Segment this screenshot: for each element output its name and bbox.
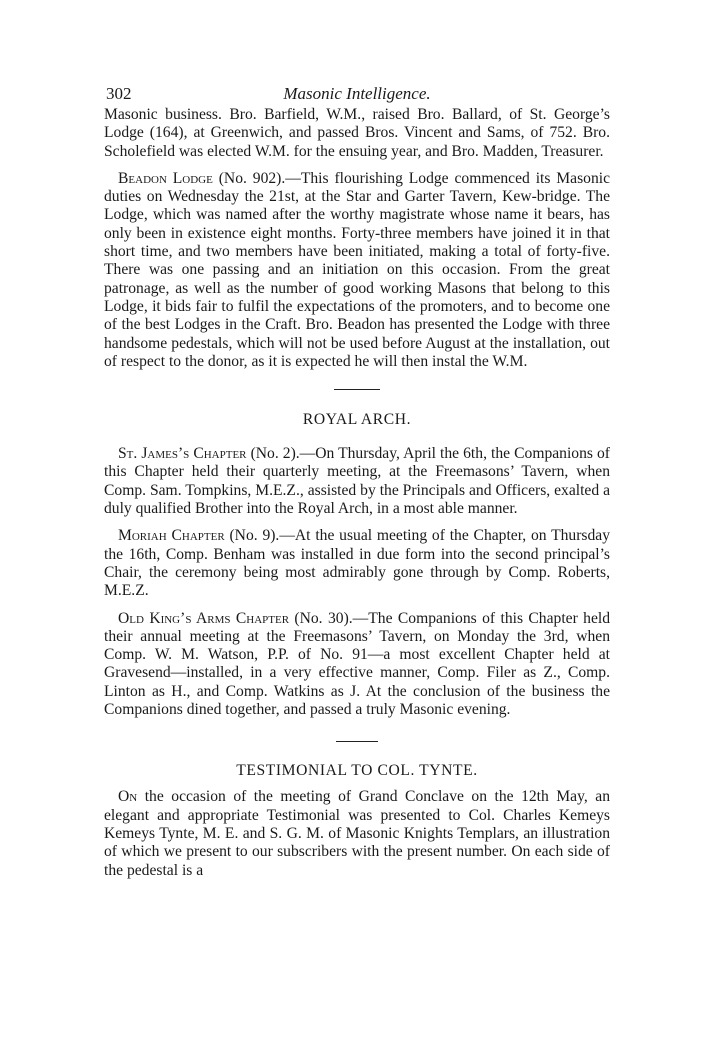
st-james-chapter-lead: St. James’s Chapter	[118, 445, 247, 463]
testimonial-lead: On	[118, 788, 138, 806]
beadon-lodge-lead: Beadon Lodge	[118, 169, 213, 187]
beadon-lodge-text: (No. 902).—This flourishing Lodge commenced its Masonic duties on Wednesday the 21st, at the Star and Garter Tavern, Kew-bridge. The Lodge, which was named after the worthy magistrate whose name it bears, has only been in existence eight months. Forty-three members have joined it in that short time, and two members have been initiated, making a total of forty-five. There was one passing and an initiation on this occasion. From the great patronage, as well as the number of good working Masons that belong to this Lodge, it bids fair to fulfil the expectations of the promoters, and to become one of the best Lodges in the Craft. Bro. Beadon has presented the Lodge with three handsome pedestals, which will not be used before August at the installation, out of respect to the donor, as it is expected he will then instal the W.M.	[104, 169, 611, 370]
royal-arch-heading: ROYAL ARCH.	[302, 411, 412, 429]
moriah-chapter-paragraph	[104, 527, 610, 600]
testimonial-paragraph	[104, 788, 610, 879]
intro-paragraph: Masonic business. Bro. Barfield, W.M., raised Bro. Ballard, of St. George’s Lodge (164), at Greenwich, and passed Bros. Vincent and Sams, of 752. Bro. Scholefield was elected W.M. for the ensuing year, and Bro. Madden, Treasurer.	[104, 106, 610, 160]
old-kings-arms-chapter-paragraph	[104, 610, 610, 720]
section-divider	[334, 389, 380, 390]
running-title: Masonic Intelligence.	[283, 84, 431, 103]
testimonial-text: the occasion of the meeting of Grand Conclave on the 12th May, an elegant and appropriate Testimonial was presented to Col. Charles Kemeys Kemeys Tynte, M. E. and S. G. M. of Masonic Knights Templars, an illustration of which we present to our subscribers with the present number. On each side of the pedestal is a	[104, 788, 610, 879]
running-head	[104, 80, 610, 106]
old-kings-arms-chapter-lead: Old King’s Arms Chapter	[118, 609, 290, 627]
beadon-lodge-paragraph	[104, 170, 610, 371]
section-divider	[336, 741, 378, 742]
moriah-chapter-text: (No. 9).—At the usual meeting of the Chapter, on Thursday the 16th, Comp. Benham was installed in due form into the second principal’s Chair, the ceremony being most admirably gone through by Comp. Roberts, M.E.Z.	[104, 527, 610, 600]
moriah-chapter-lead: Moriah Chapter	[118, 527, 225, 545]
page-number: 302	[106, 84, 132, 103]
st-james-chapter-paragraph	[104, 445, 610, 518]
book-page	[104, 80, 610, 880]
old-kings-arms-chapter-text: (No. 30).—The Companions of this Chapter held their annual meeting at the Freemasons’ Tavern, on Monday the 3rd, when Comp. W. M. Watson, P.P. of No. 91—a most excellent Chapter held at Gravesend—installed, in a very effective manner, Comp. Filer as Z., Comp. Linton as H., and Comp. Watkins as J. At the conclusion of the business the Companions dined together, and passed a truly Masonic evening.	[104, 609, 611, 719]
st-james-chapter-text: (No. 2).—On Thursday, April the 6th, the Companions of this Chapter held their quarterly meeting, at the Freemasons’ Tavern, when Comp. Sam. Tompkins, M.E.Z., assisted by the Principals and Officers, exalted a duly qualified Brother into the Royal Arch, in a most able manner.	[104, 445, 610, 518]
testimonial-heading: TESTIMONIAL TO COL. TYNTE.	[236, 762, 478, 780]
